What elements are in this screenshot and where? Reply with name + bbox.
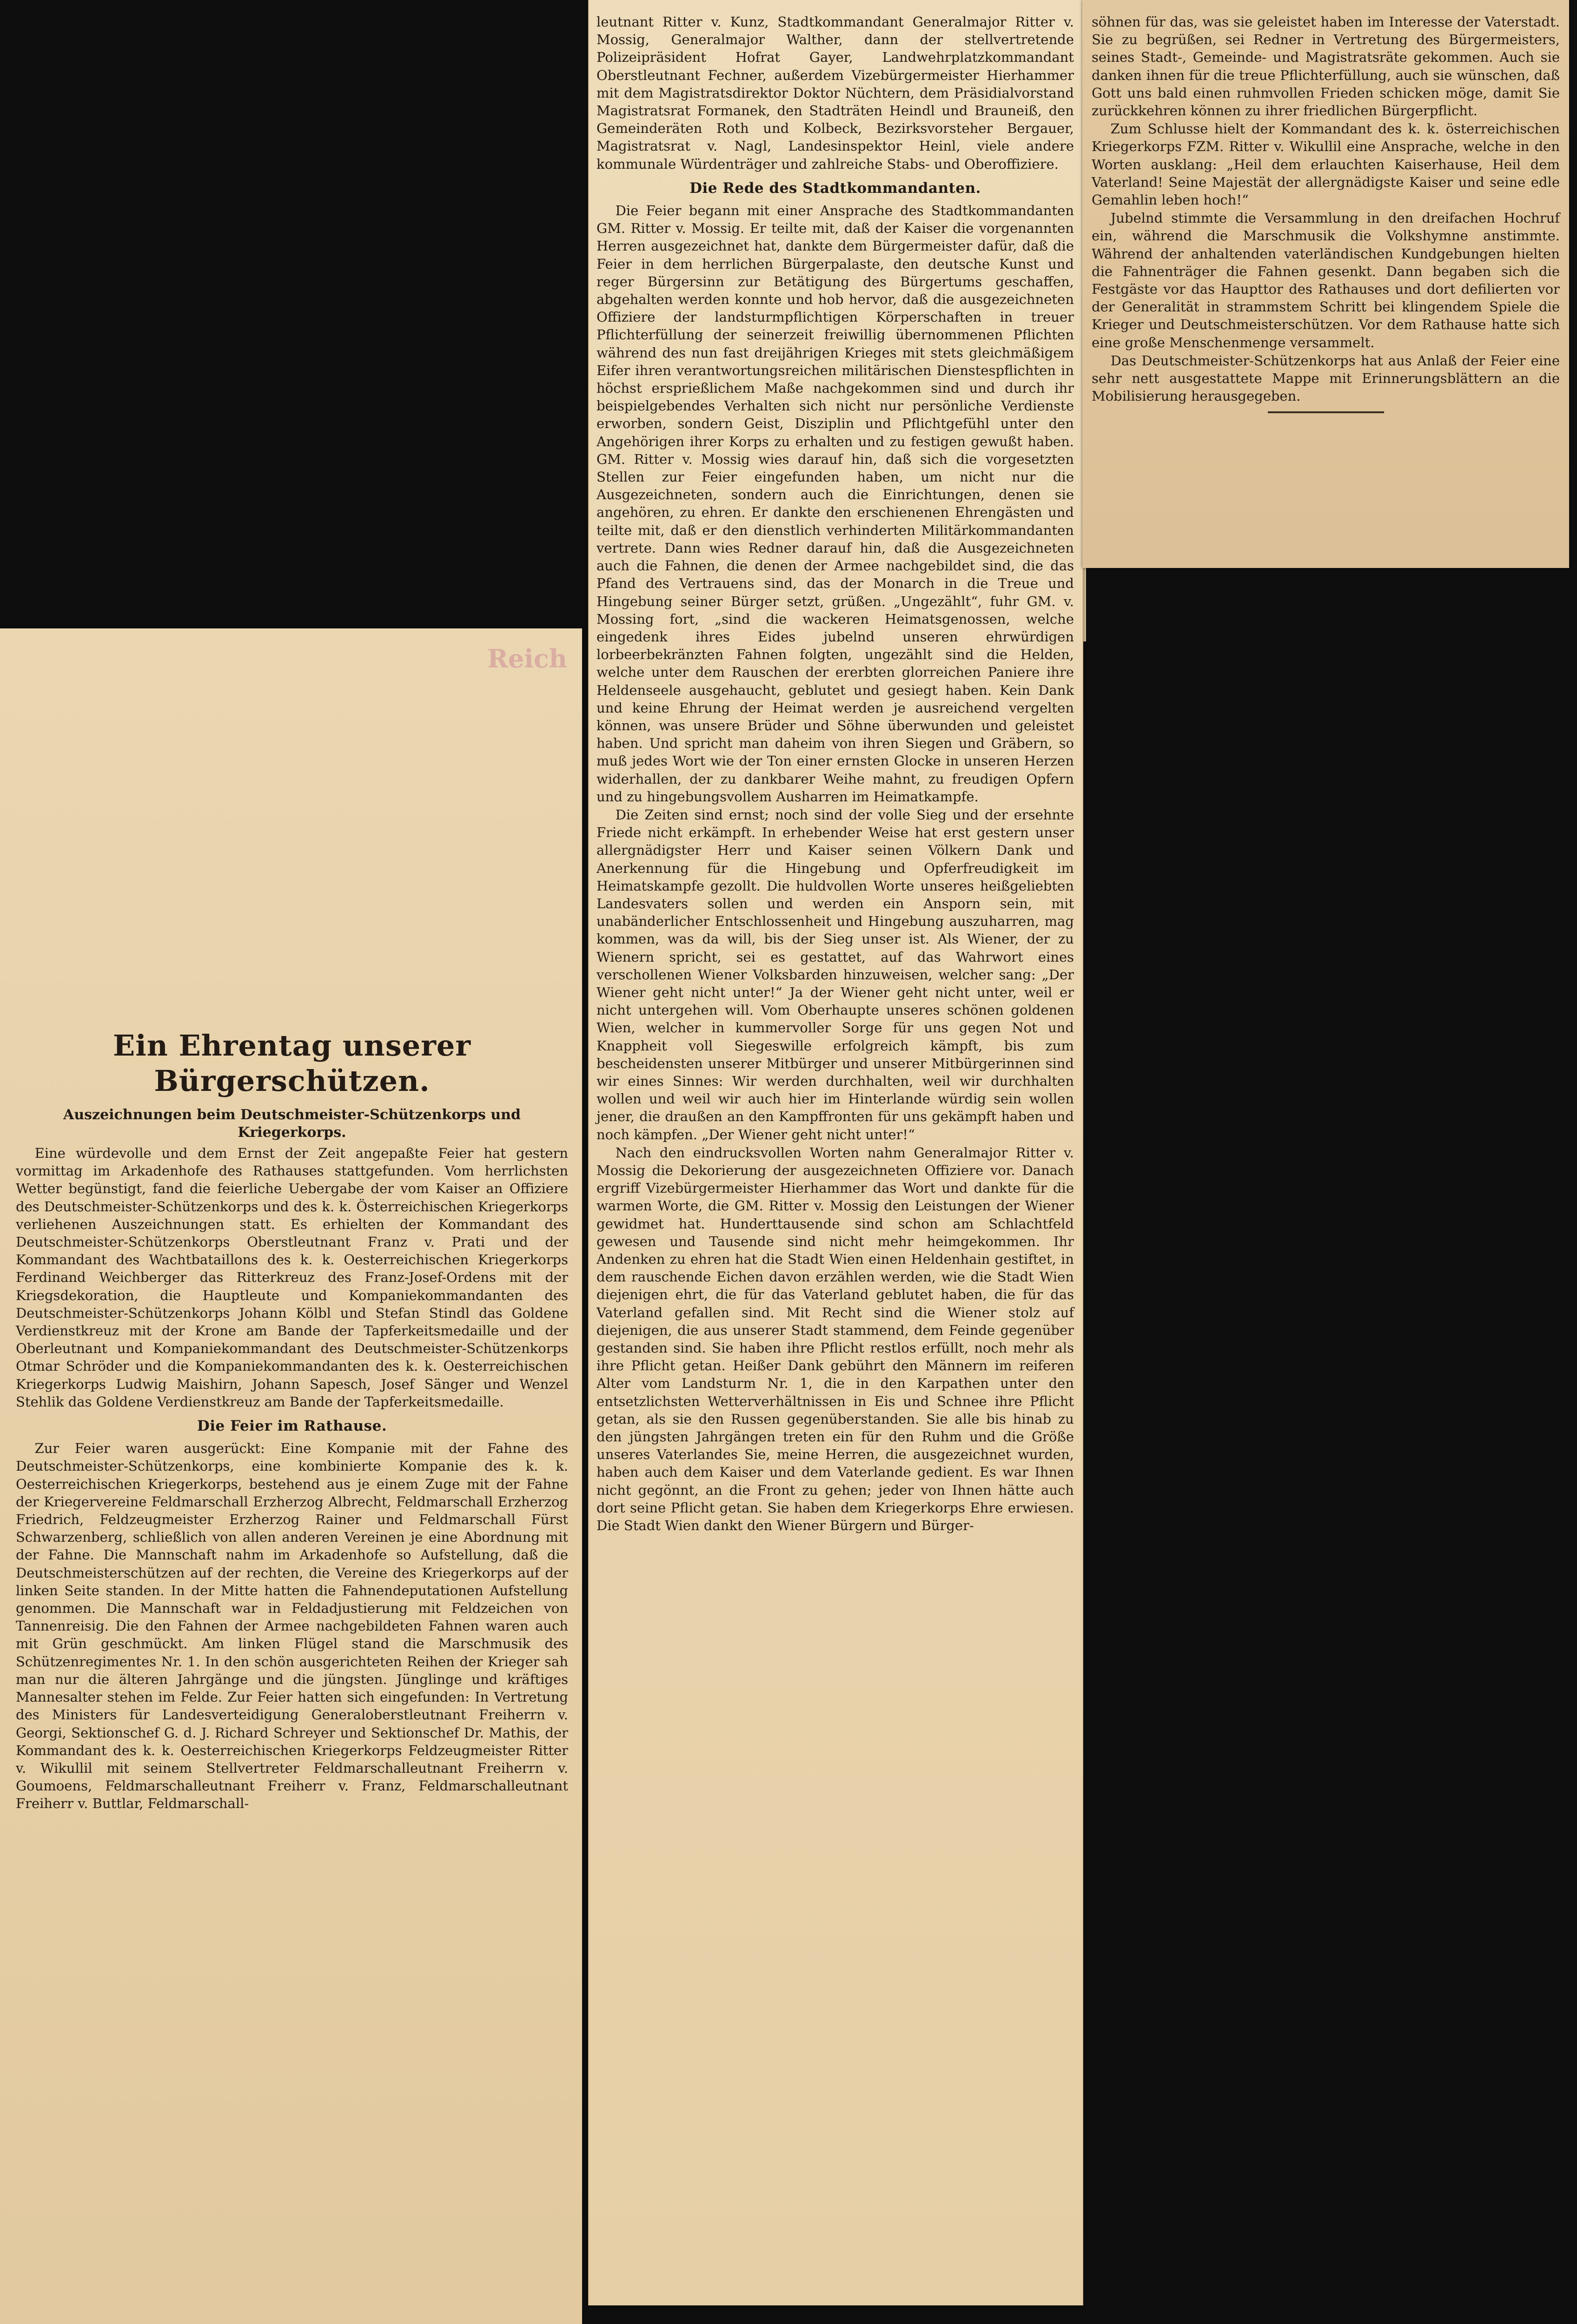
article-paragraph: söhnen für das, was sie geleistet haben im Interesse der Vaterstadt. Sie zu begrüßen, sei Redner in Vertretung des Bürgermeisters, seines Stadt-, Gemeinde- und Magistratsräte gekommen. Auch sie danken ihnen für die treue Pflichterfüllung, auch sie wünschen, daß Gott uns bald einen ruhmvollen Frieden schicken möge, damit Sie zurückkehren können zu ihrer friedlichen Bürgerpflicht. [1092, 14, 1560, 119]
end-rule [1268, 411, 1384, 413]
section-heading: Die Rede des Stadtkommandanten. [689, 179, 981, 197]
library-stamp: Reich [487, 644, 567, 673]
article-paragraph: Jubelnd stimmte die Versammlung in den dreifachen Hochruf ein, während die Marschmusik die Volkshymne anstimmte. Während der anhaltenden vaterländischen Kundgebungen hielten die Fahnenträger die Fahnen gesenkt. Dann begaben sich die Festgäste vor das Haupttor des Rathauses und dort defilierten vor der Generalität in strammstem Schritt bei klingendem Spiele die Krieger und Deutschmeisterschützen. Vor dem Rathause hatte sich eine große Menschenmenge versammelt. [1092, 210, 1560, 350]
clipping-right-column [1082, 0, 1569, 568]
paper-edge [1083, 567, 1086, 641]
article-paragraph: Eine würdevolle und dem Ernst der Zeit angepaßte Feier hat gestern vormittag im Arkadenhofe des Rathauses stattgefunden. Vom herrlichsten Wetter begünstigt, fand die feierliche Uebergabe der vom Kaiser an Offiziere des Deutschmeister-Schützenkorps und des k. k. Österreichischen Kriegerkorps verliehenen Auszeichnungen statt. Es erhielten der Kommandant des Deutschmeister-Schützenkorps Oberstleutnant Franz v. Prati und der Kommandant des Wachtbataillons des k. k. Oesterreichischen Kriegerkorps Ferdinand Weichberger das Ritterkreuz des Franz-Josef-Ordens mit der Kriegsdekoration, die Hauptleute und Kompaniekommandanten des Deutschmeister-Schützenkorps Johann Kölbl und Stefan Stindl das Goldene Verdienstkreuz mit der Krone am Bande der Tapferkeitsmedaille und der Oberleutnant und Kompaniekommandant des Deutschmeister-Schützenkorps Otmar Schröder und die Kompaniekommandanten des k. k. Oesterreichischen Kriegerkorps Ludwig Maishirn, Johann Sapesch, Josef Sänger und Wenzel Stehlik das Goldene Verdienstkreuz am Bande der Tapferkeitsmedaille. [16, 1145, 568, 1410]
article-paragraph: Die Zeiten sind ernst; noch sind der volle Sieg und der ersehnte Friede nicht erkämpft. In erhebender Weise hat erst gestern unser allergnädigster Herr und Kaiser seinen Völkern Dank und Anerkennung für die Hingebung und Opferfreudigkeit im Heimatskampfe gezollt. Die huldvollen Worte unseres heißgeliebten Landesvaters sollen und werden ein Ansporn sein, mit unabänderlicher Entschlossenheit und Hingebung auszuharren, mag kommen, was da will, bis der Sieg unser ist. Als Wiener, der zu Wienern spricht, sei es gestattet, auf das Wahrwort eines verschollenen Wiener Volksbarden hinzuweisen, welcher sang: „Der Wiener geht nicht unter!“ Ja der Wiener geht nicht unter, weil er nicht untergehen will. Vom Oberhaupte unseres schönen goldenen Wien, welcher in kummervoller Sorge für uns gegen Not und Knappheit voll Siegeswille erfolgreich kämpft, bis zum bescheidensten unserer Mitbürger und unserer Mitbürgerinnen sind wir eines Sinnes: Wir werden durchhalten, weil wir durchhalten wollen und weil wir auch hier im Hinterlande würdig sein wollen jener, die draußen an den Kampffronten für uns gekämpft haben und noch kämpfen. „Der Wiener geht nicht unter!“ [596, 806, 1074, 1142]
section-heading: Die Feier im Rathause. [197, 1418, 387, 1435]
clipping-middle-column [588, 0, 1083, 2305]
article-paragraph: Zum Schlusse hielt der Kommandant des k. k. österreichischen Kriegerkorps FZM. Ritter v. Wikullil eine Ansprache, welche in den Worten ausklang: „Heil dem erlauchten Kaiserhause, Heil dem Vaterland! Seine Majestät der allergnädigste Kaiser und seine edle Gemahlin leben hoch!“ [1092, 121, 1560, 208]
article-paragraph: Die Feier begann mit einer Ansprache des Stadtkommandanten GM. Ritter v. Mossig. Er teilte mit, daß der Kaiser die vorgenannten Herren ausgezeichnet hat, dankte dem Bürgermeister dafür, daß die Feier in dem herrlichen Bürgerpalaste, den deutsche Kunst und reger Bürgersinn zur Betätigung des Bürgertums geschaffen, abgehalten werden konnte und hob hervor, daß die ausgezeichneten Offiziere der landsturmpflichtigen Körperschaften in treuer Pflichterfüllung der seinerzeit freiwillig übernommenen Pflichten während des nun fast dreijährigen Krieges mit stets gleichmäßigem Eifer ihren verantwortungsreichen militärischen Dienstespflichten in höchst ersprießlichem Maße nachgekommen sind und durch ihr beispielgebendes Verhalten sich nicht nur persönliche Verdienste erworben, sondern Geist, Disziplin und Pflichtgefühl unter den Angehörigen ihrer Korps zu erhalten und zu festigen gewußt haben. GM. Ritter v. Mossig wies darauf hin, daß sich die vorgesetzten Stellen zur Feier eingefunden haben, um nicht nur die Ausgezeichneten, sondern auch die Einrichtungen, denen sie angehören, zu ehren. Er dankte den erschienenen Ehrengästen und teilte mit, daß er den dienstlich verhinderten Militärkommandanten vertrete. Dann wies Redner darauf hin, daß die Ausgezeichneten auch die Fahnen, die denen der Armee nachgebildet sind, die das Pfand des Vertrauens sind, das der Monarch in die Treue und Hingebung seiner Bürger setzt, grüßen. „Ungezählt“, fuhr GM. v. Mossing fort, „sind die wackeren Heimatsgenossen, welche eingedenk ihres Eides jubelnd unseren ehrwürdigen lorbeerbekränzten Fahnen folgten, ungezählt sind die Helden, welche unter dem Rauschen der ererbten glorreichen Paniere ihre Heldenseele ausgehaucht, geblutet und gesiegt haben. Kein Dank und keine Ehrung der Heimat werden je ausreichend vergelten können, was unsere Brüder und Söhne überwunden und geleistet haben. Und spricht man daheim von ihren Siegen und Gräbern, so muß jedes Wort wie der Ton einer ernsten Glocke in unseren Herzen widerhallen, der zu dankbarer Weihe mahnt, zu freudigen Opfern und zu hingebungsvollem Ausharren im Heimatkampfe. [596, 203, 1074, 805]
subheadline: Auszeichnungen beim Deutschmeister-Schützenkorps und Kriegerkorps. [63, 1107, 521, 1141]
article-paragraph: leutnant Ritter v. Kunz, Stadtkommandant Generalmajor Ritter v. Mossig, Generalmajor Walther, dann der stellvertretende Polizeipräsident Hofrat Gayer, Landwehrplatzkommandant Oberstleutnant Fechner, außerdem Vizebürgermeister Hierhammer mit dem Magistratsdirektor Doktor Nüchtern, dem Präsidialvorstand Magistratsrat Formanek, den Stadträten Heindl und Brauneiß, den Gemeinderäten Roth und Kolbeck, Bezirksvorsteher Bergauer, Magistratsrat v. Nagl, Landesinspektor Heinl, viele andere kommunale Würdenträger und zahlreiche Stabs- und Oberoffiziere. [596, 14, 1074, 172]
article-paragraph: Zur Feier waren ausgerückt: Eine Kompanie mit der Fahne des Deutschmeister-Schützenkorps, eine kombinierte Kompanie des k. k. Oesterreichischen Kriegerkorps, bestehend aus je einem Zuge mit der Fahne der Kriegervereine Feldmarschall Erzherzog Albrecht, Feldmarschall Erzherzog Friedrich, Feldzeugmeister Erzherzog Rainer und Feldmarschall Fürst Schwarzenberg, schließlich von allen anderen Vereinen je eine Abordnung mit der Fahne. Die Mannschaft nahm im Arkadenhofe so Aufstellung, daß die Deutschmeisterschützen auf der rechten, die Vereine des Kriegerkorps auf der linken Seite standen. In der Mitte hatten die Fahnendeputationen Aufstellung genommen. Die Mannschaft war in Feldadjustierung mit Feldzeichen von Tannenreisig. Die den Fahnen der Armee nachgebildeten Fahnen waren auch mit Grün geschmückt. Am linken Flügel stand die Marschmusik des Schützenregimentes Nr. 1. In den schön ausgerichteten Reihen der Krieger sah man nur die älteren Jahrgänge und die jüngsten. Jünglinge und kräftiges Mannesalter stehen im Felde. Zur Feier hatten sich eingefunden: In Vertretung des Ministers für Landesverteidigung Generaloberstleutnant Freiherrn v. Georgi, Sektionschef G. d. J. Richard Schreyer und Sektionschef Dr. Mathis, der Kommandant des k. k. Oesterreichischen Kriegerkorps Feldzeugmeister Ritter v. Wikullil mit seinem Stellvertreter Feldmarschalleutnant Freiherrn v. Goumoens, Feldmarschalleutnant Freiherr v. Franz, Feldmarschalleutnant Freiherr v. Buttlar, Feldmarschall- [16, 1440, 568, 1812]
clipping-left-column [0, 628, 582, 2324]
article-paragraph: Nach den eindrucksvollen Worten nahm Generalmajor Ritter v. Mossig die Dekorierung der ausgezeichneten Offiziere vor. Danach ergriff Vizebürgermeister Hierhammer das Wort und dankte für die warmen Worte, die GM. Ritter v. Mossig den Leistungen der Wiener gewidmet hat. Hunderttausende sind schon am Schlachtfeld gewesen und Tausende sind nicht mehr heimgekommen. Ihr Andenken zu ehren hat die Stadt Wien einen Heldenhain gestiftet, in dem rauschende Eichen davon erzählen werden, wie die Stadt Wien diejenigen ehrt, die für das Vaterland geblutet haben, die für das Vaterland gefallen sind. Mit Recht sind die Wiener stolz auf diejenigen, die aus unserer Stadt stammend, dem Feinde gegenüber gestanden sind. Sie haben ihre Pflicht restlos erfüllt, noch mehr als ihre Pflicht getan. Heißer Dank gebührt den Männern im reiferen Alter vom Landsturm Nr. 1, die in den Karpathen unter den entsetzlichsten Wetterverhältnissen in Eis und Schnee ihre Pflicht getan, als sie den Russen gegenüberstanden. Sie alle bis hinab zu den jüngsten Jahrgängen treten ein für den Ruhm und die Größe unseres Vaterlandes Sie, meine Herren, die ausgezeichnet wurden, haben auch dem Kaiser und dem Vaterlande gedient. Es war Ihnen nicht gegönnt, an die Front zu gehen; jeder von Ihnen hätte auch dort seine Pflicht getan. Sie haben dem Kriegerkorps Ehre erwiesen. Die Stadt Wien dankt den Wiener Bürgern und Bürger- [596, 1144, 1074, 1534]
headline: Ein Ehrentag unserer Bürgerschützen. [113, 1029, 471, 1098]
article-paragraph: Das Deutschmeister-Schützenkorps hat aus Anlaß der Feier eine sehr nett ausgestattete Mappe mit Erinnerungsblättern an die Mobilisierung herausgegeben. [1092, 352, 1560, 404]
